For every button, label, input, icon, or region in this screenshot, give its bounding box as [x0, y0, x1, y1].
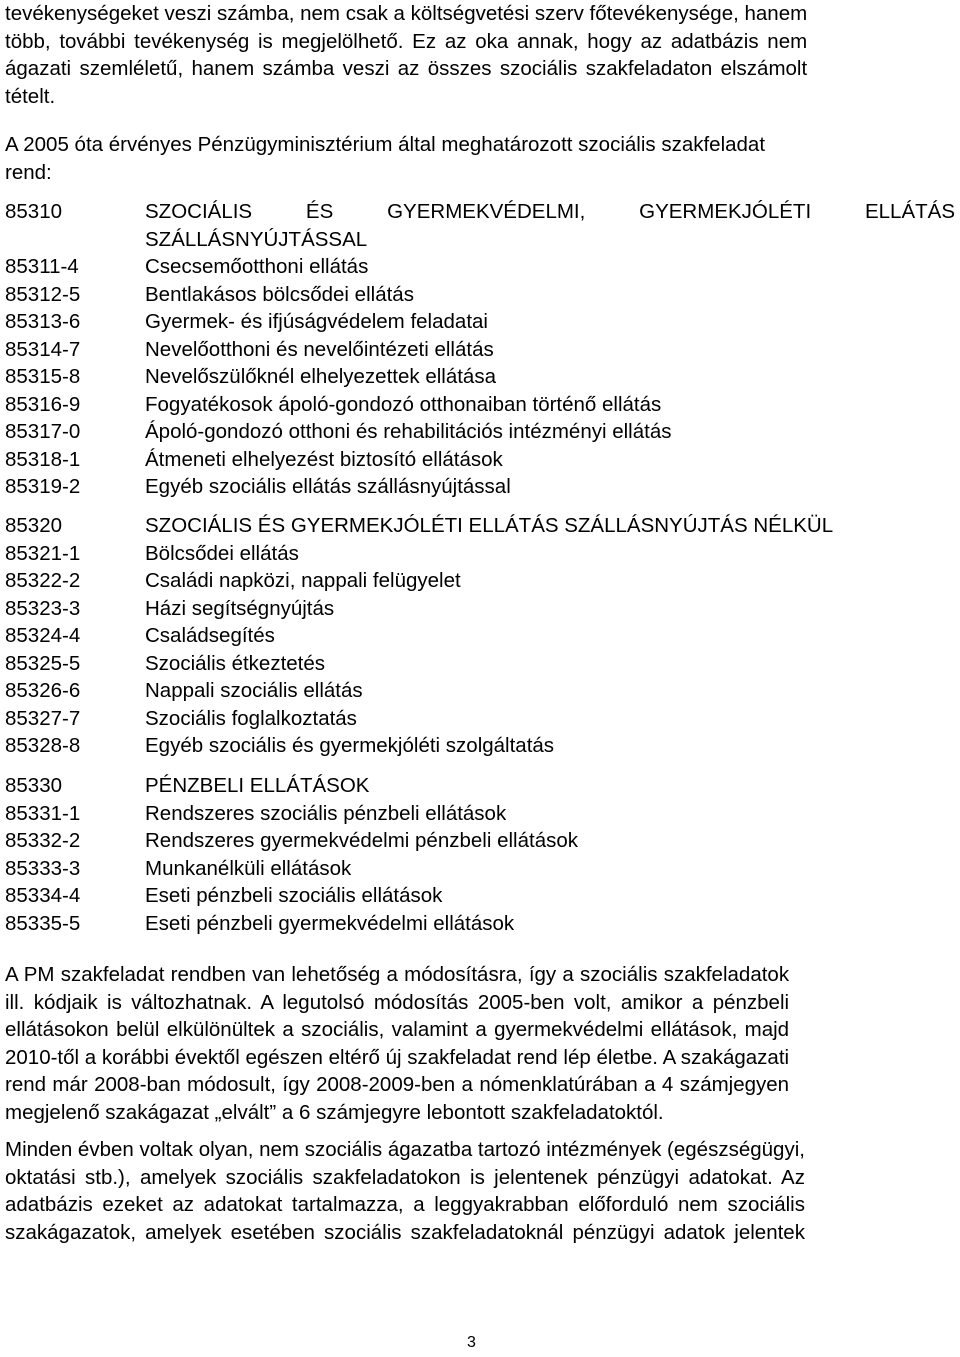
code-row [5, 391, 955, 419]
body-paragraph-institutions [5, 1136, 805, 1246]
group-label: PÉNZBELI ELLÁTÁSOK [145, 774, 370, 797]
text-line: rend már 2008-ban módosult, így 2008-2009-ben a nómenklatúrában a 4 számjegyen [5, 1073, 790, 1096]
item-label: Ápoló-gondozó otthoni és rehabilitációs intézményi ellátás [145, 420, 672, 443]
code-row [5, 677, 955, 705]
item-code: 85323-3 [5, 596, 81, 620]
text-line: rend: [5, 160, 52, 184]
item-label: Eseti pénzbeli gyermekvédelmi ellátások [145, 911, 515, 935]
item-label: Nappali szociális ellátás [145, 679, 363, 702]
code-row [5, 253, 955, 281]
item-label: Szociális étkeztetés [145, 651, 326, 675]
item-label: Átmeneti elhelyezést biztosító ellátások [145, 447, 503, 471]
item-label: Bentlakásos bölcsődei ellátás [145, 282, 414, 306]
group-header-row [5, 512, 955, 540]
text-line: tételt. [5, 84, 56, 108]
item-label: Eseti pénzbeli szociális ellátások [145, 884, 443, 907]
code-row [5, 650, 955, 678]
text-line: ágazati szemléletű, hanem számba veszi az összes szociális szakfeladaton elszámolt [5, 57, 808, 80]
code-row [5, 540, 955, 568]
item-code: 85315-8 [5, 365, 81, 388]
text-line: oktatási stb.), amelyek szociális szakfeladatokon is jelentenek pénzügyi adatokat. Az [5, 1165, 805, 1189]
item-label: Családi napközi, nappali felügyelet [145, 569, 461, 592]
code-row [5, 418, 955, 446]
text-line: A 2005 óta érvényes Pénzügyminisztérium által meghatározott szociális szakfeladat [5, 133, 766, 156]
item-code: 85316-9 [5, 392, 81, 416]
item-label: Nevelőotthoni és nevelőintézeti ellátás [145, 337, 494, 361]
code-row [5, 567, 955, 595]
item-code: 85319-2 [5, 475, 81, 498]
group-code: 85310 [5, 200, 63, 223]
text-line: tevékenységeket veszi számba, nem csak a költségvetési szerv főtevékenysége, hanem [5, 2, 808, 25]
item-label: Rendszeres szociális pénzbeli ellátások [145, 801, 507, 825]
code-row [5, 705, 955, 733]
item-code: 85322-2 [5, 569, 81, 592]
item-label: Családsegítés [145, 624, 275, 647]
code-row [5, 363, 955, 391]
item-label: Fogyatékosok ápoló-gondozó otthonaiban történő ellátás [145, 392, 662, 416]
item-label: Gyermek- és ifjúságvédelem feladatai [145, 310, 488, 333]
text-line: több, további tevékenység is megjelölhető. Ez az oka annak, hogy az adatbázis nem [5, 29, 808, 53]
intro-paragraph [5, 0, 807, 110]
item-label: Egyéb szociális és gyermekjóléti szolgáltatás [145, 734, 555, 757]
group-code: 85320 [5, 514, 63, 537]
item-code: 85327-7 [5, 706, 81, 730]
code-row [5, 910, 955, 938]
text-line: szakágazatok, amelyek esetében szociális szakfeladatoknál pénzügyi adatok jelentek [5, 1220, 805, 1244]
item-code: 85321-1 [5, 541, 81, 565]
text-line: ill. kódjaik is változhatnak. A legutolsó módosítás 2005-ben volt, amikor a pénzbeli [5, 990, 790, 1014]
group-header-row [5, 198, 955, 226]
item-label: Rendszeres gyermekvédelmi pénzbeli ellátások [145, 829, 578, 852]
item-code: 85333-3 [5, 856, 81, 880]
item-code: 85311-4 [5, 255, 79, 278]
code-row [5, 855, 955, 883]
item-code: 85328-8 [5, 734, 81, 757]
code-row [5, 308, 955, 336]
list-heading-paragraph [5, 131, 765, 186]
item-label: Bölcsődei ellátás [145, 541, 299, 565]
group-label-continuation: SZÁLLÁSNYÚJTÁSSAL [145, 227, 368, 251]
group-code: 85330 [5, 774, 63, 797]
text-line: A PM szakfeladat rendben van lehetőség a módosításra, így a szociális szakfeladatok [5, 963, 790, 986]
code-row [5, 595, 955, 623]
text-line: megjelenő szakágazat „elvált” a 6 számjegyre lebontott szakfeladatoktól. [5, 1100, 664, 1124]
code-row [5, 446, 955, 474]
group-label: SZOCIÁLIS ÉS GYERMEKVÉDELMI, GYERMEKJÓLÉTI ELLÁTÁS [145, 200, 955, 223]
code-row [5, 281, 955, 309]
item-code: 85331-1 [5, 801, 81, 825]
code-group-85330 [5, 772, 955, 937]
item-label: Házi segítségnyújtás [145, 596, 335, 620]
group-label: SZOCIÁLIS ÉS GYERMEKJÓLÉTI ELLÁTÁS SZÁLLÁSNYÚJTÁS NÉLKÜL [145, 514, 834, 537]
item-code: 85326-6 [5, 679, 81, 702]
item-label: Egyéb szociális ellátás szállásnyújtással [145, 475, 511, 498]
item-code: 85314-7 [5, 337, 81, 361]
code-row [5, 800, 955, 828]
item-code: 85325-5 [5, 651, 81, 675]
text-line: adatbázis ezeket az adatokat tartalmazza, a leggyakrabban előforduló nem szociális [5, 1193, 805, 1216]
code-row [5, 827, 955, 855]
item-code: 85312-5 [5, 282, 81, 306]
text-line: ellátásokon belül elkülönültek a szociális, valamint a gyermekvédelmi ellátások, majd [5, 1018, 790, 1041]
code-row [5, 336, 955, 364]
text-line: Minden évben voltak olyan, nem szociális ágazatba tartozó intézmények (egészségügyi, [5, 1138, 805, 1161]
item-code: 85334-4 [5, 884, 81, 907]
code-row [5, 732, 955, 760]
item-code: 85318-1 [5, 447, 81, 471]
item-code: 85317-0 [5, 420, 81, 443]
item-code: 85332-2 [5, 829, 81, 852]
item-code: 85335-5 [5, 911, 81, 935]
text-line: 2010-től a korábbi évektől egészen eltérő új szakfeladat rend lép életbe. A szakágazati [5, 1045, 790, 1069]
item-code: 85313-6 [5, 310, 81, 333]
item-label: Csecsemőotthoni ellátás [145, 255, 369, 278]
code-group-85320 [5, 512, 955, 760]
code-row [5, 473, 955, 501]
code-row [5, 622, 955, 650]
body-paragraph-modification [5, 961, 789, 1126]
code-row [5, 882, 955, 910]
code-group-85310 [5, 198, 955, 501]
item-code: 85324-4 [5, 624, 81, 647]
group-header-row [5, 772, 955, 800]
item-label: Nevelőszülőknél elhelyezettek ellátása [145, 365, 496, 388]
item-label: Szociális foglalkoztatás [145, 706, 357, 730]
item-label: Munkanélküli ellátások [145, 856, 352, 880]
page-number: 3 [467, 1334, 476, 1351]
